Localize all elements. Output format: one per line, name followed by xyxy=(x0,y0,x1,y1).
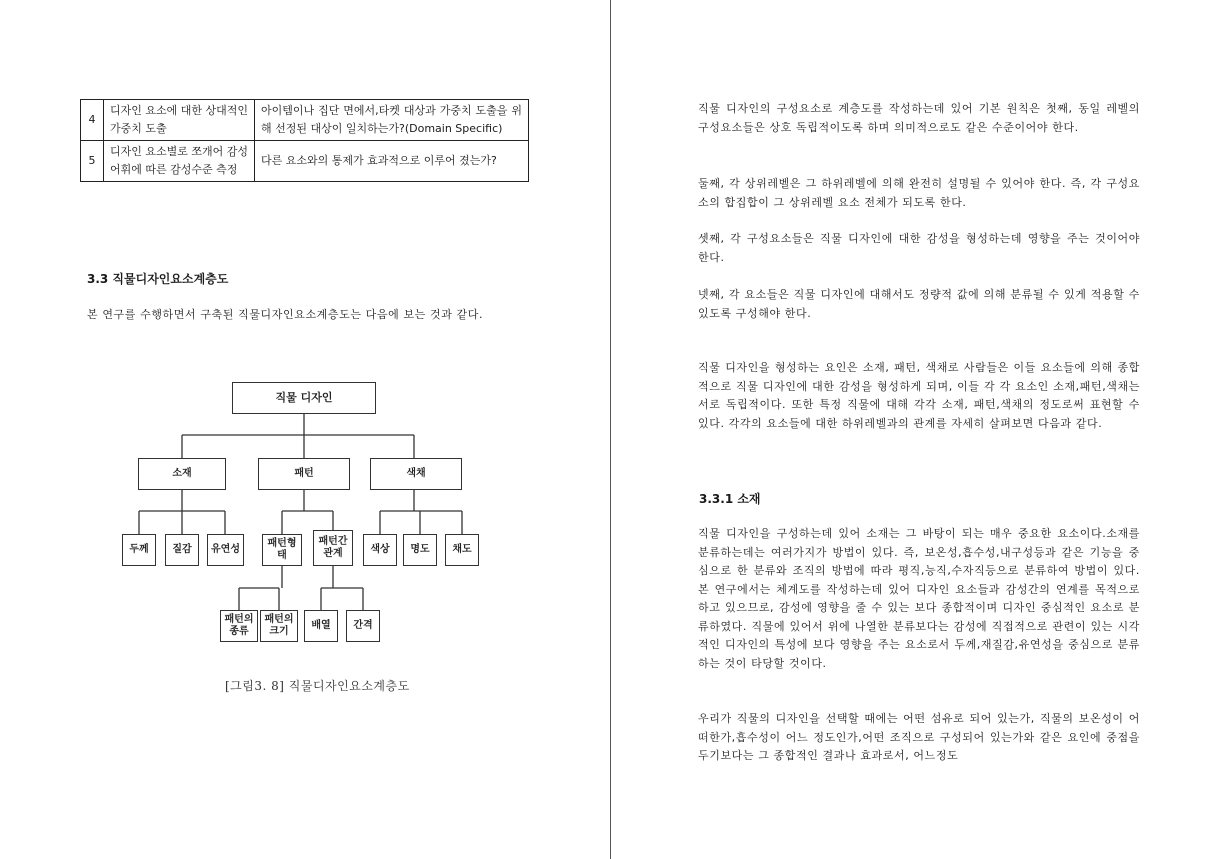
connector-lines xyxy=(118,378,490,648)
node-pattern-size: 패턴의 크기 xyxy=(260,610,298,642)
hierarchy-diagram xyxy=(118,378,490,648)
principle-second: 둘째, 각 상위레벨은 그 하위레벨에 의해 완전히 설명될 수 있어야 한다. 즉, 각 구성요소의 합집합이 그 상위레벨 요소 전체가 되도록 한다. xyxy=(698,177,1140,209)
choice-paragraph: 우리가 직물의 디자인을 선택할 때에는 어떤 섬유로 되어 있는가, 직물의 보온성이 어떠한가,흡수성이 어느 정도인가,어떤 조직으로 구성되어 있는가와 같은 요인에 중점을 두기보다는 그 종합적인 결과나 효과로서, 어느정도 xyxy=(698,712,1140,762)
node-hue: 색상 xyxy=(363,534,397,566)
node-saturation: 채도 xyxy=(445,534,479,566)
row-number: 5 xyxy=(81,141,104,182)
node-color: 색채 xyxy=(370,458,462,490)
node-value: 명도 xyxy=(403,534,437,566)
material-paragraph: 직물 디자인을 구성하는데 있어 소재는 그 바탕이 되는 매우 중요한 요소이다.소재를 분류하는데는 여러가지가 방법이 있다. 즉, 보온성,흡수성,내구성등과 같은 기능을 중심으로 한 분류와 조직의 방법에 따라 평직,능직,수자직등으로 분류하여 방법이 있다. 본 연구에서는 체계도를 작성하는데 있어 디자인 요소들과 감성간의 연계를 목적으로 하고 있으므로, 감성에 영향을 줄 수 있는 보다 종합적이며 디자인 중심적인 요소로 분류하였다. 직물에 있어서 위에 나열한 분류보다는 감성에 직접적으로 관련이 있는 시각적인 디자인의 특성에 보다 영향을 주는 요소로서 두께,재질감,유연성을 중심으로 분류하는 것이 타당할 것이다. xyxy=(698,527,1140,670)
node-spacing: 간격 xyxy=(346,610,380,642)
left-page xyxy=(0,0,610,859)
node-thickness: 두께 xyxy=(122,534,156,566)
principle-first: 직물 디자인의 구성요소로 계층도를 작성하는데 있어 기본 원칙은 첫째, 동일 레벨의 구성요소들은 상호 독립적이도록 하며 의미적으로도 같은 수준이어야 한다. xyxy=(698,102,1140,134)
table-row xyxy=(81,141,529,182)
row-number: 4 xyxy=(81,100,104,141)
criteria-table xyxy=(80,99,529,182)
node-root: 직물 디자인 xyxy=(232,382,376,414)
intro-paragraph: 본 연구를 수행하면서 구축된 직물디자인요소계층도는 다음에 보는 것과 같다. xyxy=(87,308,484,321)
page-divider xyxy=(610,0,611,859)
node-pattern-relation: 패턴간 관계 xyxy=(313,530,353,566)
elements-paragraph: 직물 디자인을 형성하는 요인은 소재, 패턴, 색채로 사람들은 이들 요소들에 의해 종합적으로 직물 디자인에 대한 감성을 형성하게 되며, 이들 각 각 요소인 소재,패턴,색채는 서로 독립적이다. 또한 특정 직물에 대해 각각 소재, 패턴,색채의 정도로써 표현할 수 있다. 각각의 요소들에 대한 하위레벨과의 관계를 자세히 살펴보면 다음과 같다. xyxy=(698,361,1140,430)
row-item: 디자인 요소별로 쪼개어 감성어휘에 따른 감성수준 측정 xyxy=(104,141,255,182)
node-material: 소재 xyxy=(138,458,226,490)
node-texture: 질감 xyxy=(165,534,199,566)
node-arrangement: 배열 xyxy=(304,610,338,642)
row-description: 다른 요소와의 통제가 효과적으로 이루어 졌는가? xyxy=(255,141,529,182)
node-flexibility: 유연성 xyxy=(207,534,244,566)
table-row xyxy=(81,100,529,141)
node-pattern-form: 패턴형태 xyxy=(262,534,302,566)
principle-fourth: 넷째, 각 요소들은 직물 디자인에 대해서도 정량적 값에 의해 분류될 수 있게 적용할 수 있도록 구성해야 한다. xyxy=(698,288,1140,320)
row-item: 디자인 요소에 대한 상대적인 가중치 도출 xyxy=(104,100,255,141)
row-description: 아이템이나 집단 면에서,타켓 대상과 가중치 도출을 위해 선정된 대상이 일치하는가?(Domain Specific) xyxy=(255,100,529,141)
node-pattern: 패턴 xyxy=(258,458,350,490)
figure-caption: [그림3. 8] 직물디자인요소계층도 xyxy=(225,679,410,693)
principle-third: 셋째, 각 구성요소들은 직물 디자인에 대한 감성을 형성하는데 영향을 주는 것이어야 한다. xyxy=(698,232,1140,264)
subsection-heading: 3.3.1 소재 xyxy=(699,492,761,506)
section-heading: 3.3 직물디자인요소계층도 xyxy=(87,272,229,286)
right-page xyxy=(612,0,1222,859)
node-pattern-type: 패턴의 종류 xyxy=(220,610,258,642)
